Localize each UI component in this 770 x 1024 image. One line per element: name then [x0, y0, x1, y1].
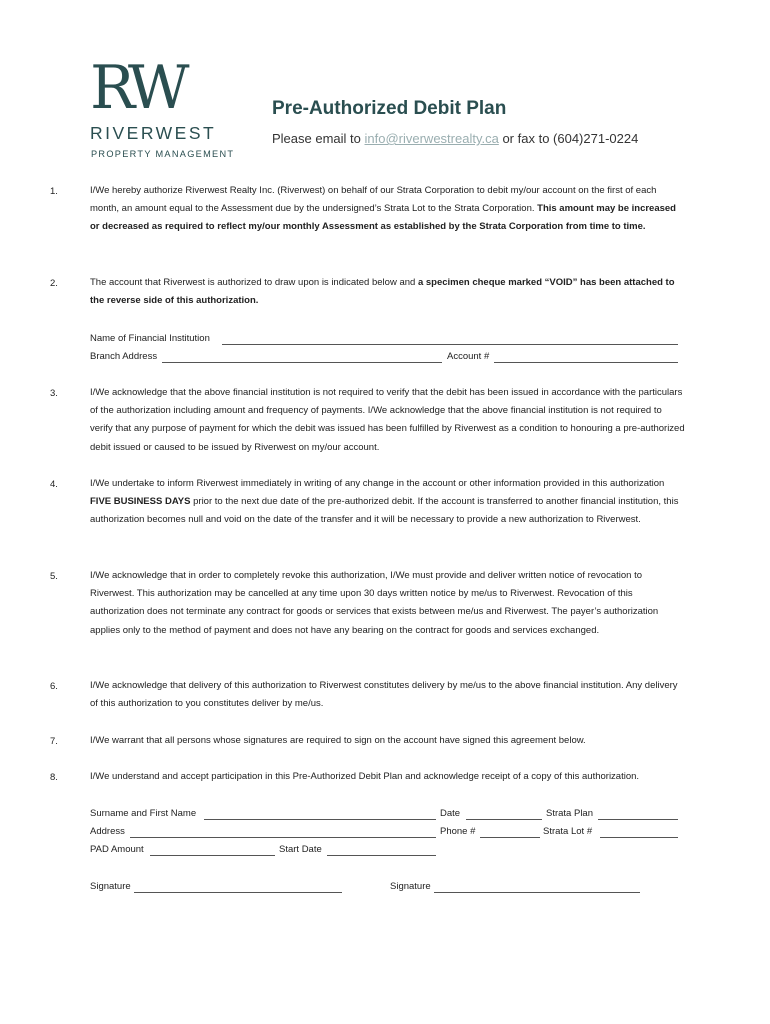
contact-line [272, 131, 638, 146]
clause-paragraph [90, 384, 686, 457]
branch-address-label: Branch Address [90, 351, 158, 362]
signature-input-line-2[interactable] [434, 892, 640, 893]
clause-text: I/We warrant that all persons whose signatures are required to sign on the account have signed this agreement below. [90, 735, 586, 746]
item-number: 6. [50, 681, 58, 692]
clause-paragraph [90, 768, 686, 786]
date-label: Date [440, 808, 461, 819]
contact-prefix: Please email to [272, 131, 365, 146]
clause-paragraph [90, 182, 686, 237]
institution-input-line[interactable] [222, 344, 678, 345]
strata-plan-label: Strata Plan [546, 808, 593, 819]
signature-label-2: Signature [390, 881, 431, 892]
signature-input-line-1[interactable] [134, 892, 342, 893]
clause-paragraph [90, 677, 686, 713]
clause-text: The account that Riverwest is authorized to draw upon is indicated below and [90, 277, 418, 288]
pad-amount-label: PAD Amount [90, 844, 144, 855]
svg-text:RW: RW [90, 58, 184, 114]
item-number: 5. [50, 571, 58, 582]
date-input-line[interactable] [466, 819, 542, 820]
clause-bold-text: This amount may be increased or decreased as required to reflect my/our monthly Assessment as established by the Strata Corporation from time to time. [90, 203, 676, 233]
clause-paragraph [90, 475, 686, 530]
name-label: Surname and First Name [90, 808, 197, 819]
address-label: Address [90, 826, 125, 837]
logo-wordmark: RIVERWEST [90, 123, 217, 143]
logo-tagline: PROPERTY MANAGEMENT [91, 149, 235, 159]
start-date-input-line[interactable] [327, 855, 436, 856]
clause-bold-text: a specimen cheque marked “VOID” has been attached to the reverse side of this authorization. [90, 277, 675, 307]
account-label: Account # [447, 351, 490, 362]
clause-text: I/We acknowledge that the above financial institution is not required to verify that the debit has been issued in accordance with the particulars of the authorization including amount and frequency of payments. I/We acknowledge that the above financial institution is not required to verify that any purpose of payment for which the debit was issued has been fulfilled by Riverwest as a condition to honouring a pre-authorized debit issued or caused to be issued by Riverwest on my/our account. [90, 387, 685, 453]
item-number: 2. [50, 278, 58, 289]
strata-lot-label: Strata Lot # [543, 826, 593, 837]
account-input-line[interactable] [494, 362, 678, 363]
clause-bold-text: FIVE BUSINESS DAYS [90, 496, 191, 508]
clause-paragraph [90, 274, 686, 310]
company-logo [90, 58, 235, 159]
contact-suffix: or fax to (604)271-0224 [498, 131, 639, 146]
clause-text: I/We acknowledge that delivery of this authorization to Riverwest constitutes delivery by me/us to the above financial institution. Any delivery of this authorization to you constitutes deliver by me/us. [90, 680, 678, 710]
start-date-label: Start Date [279, 844, 322, 855]
clause-text: I/We acknowledge that in order to completely revoke this authorization, I/We must provide and deliver written notice of revocation to Riverwest. This authorization may be cancelled at any time upon 30 days written notice by me/us to Riverwest. Revocation of this authorization does not terminate any contract for goods or services that exists between me/us and Riverwest. The payer’s authorization applies only to the method of payment and does not have any bearing on the contract for goods and services exchanged. [90, 570, 659, 636]
phone-input-line[interactable] [480, 837, 540, 838]
name-input-line[interactable] [204, 819, 436, 820]
item-number: 7. [50, 736, 58, 747]
strata-lot-input-line[interactable] [600, 837, 678, 838]
signature-label-1: Signature [90, 881, 131, 892]
clause-text: I/We understand and accept participation in this Pre-Authorized Debit Plan and acknowledge receipt of a copy of this authorization. [90, 771, 640, 782]
address-input-line[interactable] [130, 837, 436, 838]
clause-text-end: prior to the next due date of the pre-authorized debit. If the account is transferred to another financial institution, this authorization becomes null and void on the date of the transfer and it will be necessary to provide a new authorization to Riverwest. [90, 496, 679, 526]
pad-amount-input-line[interactable] [150, 855, 275, 856]
clause-paragraph [90, 567, 686, 640]
institution-label: Name of Financial Institution [90, 333, 210, 344]
strata-plan-input-line[interactable] [598, 819, 678, 820]
riverwest-monogram [90, 58, 202, 114]
item-number: 1. [50, 186, 58, 197]
page-title: Pre-Authorized Debit Plan [272, 98, 507, 119]
item-number: 4. [50, 479, 58, 490]
phone-label: Phone # [440, 826, 476, 837]
branch-address-input-line[interactable] [162, 362, 442, 363]
email-link[interactable]: info@riverwestrealty.ca [364, 131, 499, 146]
item-number: 3. [50, 388, 58, 399]
clause-text: I/We undertake to inform Riverwest immediately in writing of any change in the account or other information provided in this authorization [90, 478, 665, 489]
item-number: 8. [50, 772, 58, 783]
clause-paragraph [90, 732, 686, 750]
clause-text: I/We hereby authorize Riverwest Realty Inc. (Riverwest) on behalf of our Strata Corporation to debit my/our account on the first of each month, an amount equal to the Assessment due by the undersigned’s Strata Lot to the Strata Corporation. [90, 185, 657, 215]
